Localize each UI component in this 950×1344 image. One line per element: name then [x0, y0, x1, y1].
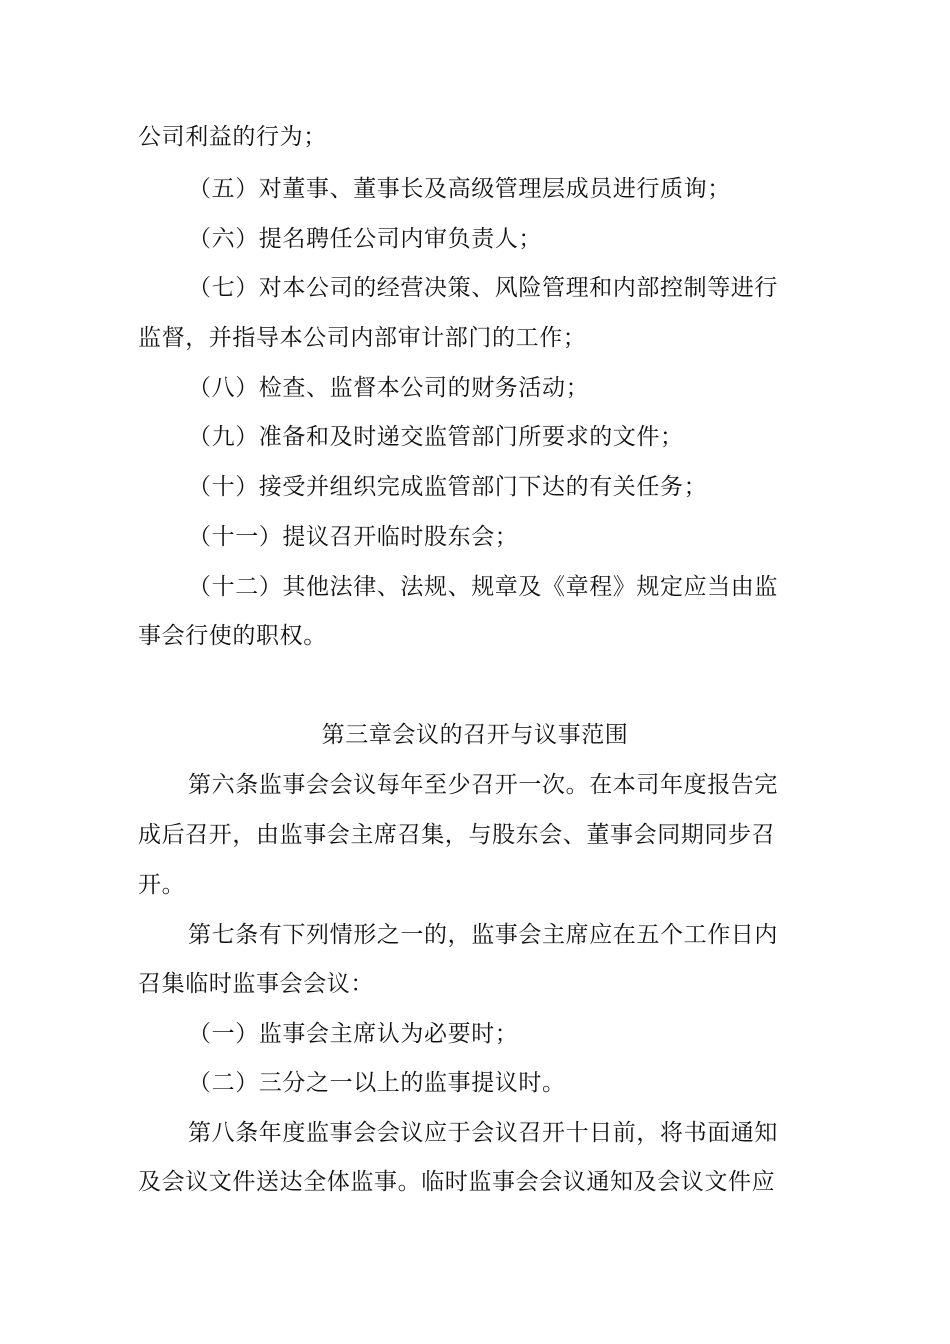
text-line: （十二）其他法律、法规、规章及《章程》规定应当由监: [188, 574, 778, 600]
text-line: （八）检查、监督本公司的财务活动；: [188, 375, 590, 401]
text-line: （九）准备和及时递交监管部门所要求的文件；: [188, 424, 684, 450]
text-line: （十一）提议召开临时股东会；: [188, 524, 519, 550]
text-line: 第八条年度监事会会议应于会议召开十日前，将书面通知: [188, 1120, 778, 1146]
text-line: 公司利益的行为；: [138, 124, 327, 150]
text-line: （六）提名聘任公司内审负责人；: [188, 226, 542, 252]
text-line: （二）三分之一以上的监事提议时。: [188, 1070, 566, 1096]
text-line: 成后召开，由监事会主席召集，与股东会、董事会同期同步召: [138, 822, 776, 848]
text-line: （五）对董事、董事长及高级管理层成员进行质询；: [188, 176, 731, 202]
text-line: 第七条有下列情形之一的，监事会主席应在五个工作日内: [188, 922, 778, 948]
text-line: 及会议文件送达全体监事。临时监事会会议通知及会议文件应: [138, 1169, 776, 1195]
text-line: 召集临时监事会会议：: [138, 971, 374, 997]
text-line: （一）监事会主席认为必要时；: [188, 1021, 519, 1047]
chapter-heading: 第三章会议的召开与议事范围: [321, 722, 629, 748]
text-line: 开。: [138, 872, 186, 898]
text-line: 事会行使的职权。: [138, 623, 327, 649]
text-line: （七）对本公司的经营决策、风险管理和内部控制等进行: [188, 275, 778, 301]
text-line: 第六条监事会会议每年至少召开一次。在本司年度报告完: [188, 772, 778, 798]
text-line: （十）接受并组织完成监管部门下达的有关任务；: [188, 474, 708, 500]
text-line: 监督，并指导本公司内部审计部门的工作；: [138, 325, 587, 351]
